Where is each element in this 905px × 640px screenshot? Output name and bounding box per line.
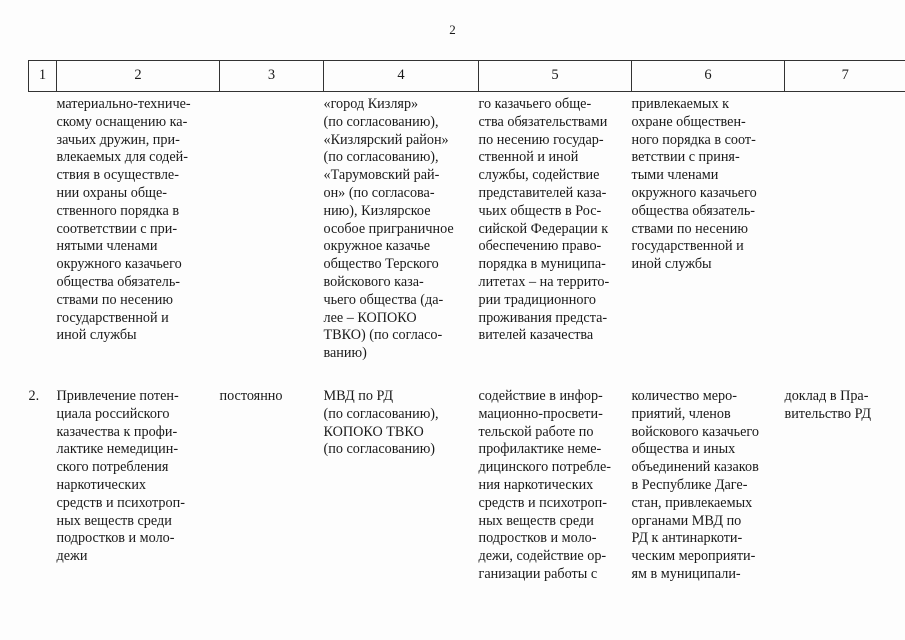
column-header-7: 7 [785, 61, 905, 92]
expected-result: содействие в инфор- мационно-просвети- тельской работе по профилактике неме- дицинского потребле- ния наркотических средств и психотроп- ных веществ среди подростков и моло- дежи, содействие ор- ганизации работы с [478, 388, 611, 582]
plan-table [28, 60, 905, 584]
event-term: постоянно [219, 388, 283, 404]
event-description: материально-техниче- скому оснащению ка- зачьих дружин, при- влекаемых для содей- ствия в осуществле- нии охраны обще- ственного порядка в соответствии с при- нятыми членами окружного казачьего общества обязатель- ствами по несению государственной и иной службы [56, 96, 191, 344]
performance-indicator: количество меро- приятий, членов войскового казачьего общества и иных объединений казаков в Республике Даге- стан, привлекаемых органами МВД по РД к антинаркоти- ческим мероприяти- ям в муниципали- [631, 388, 759, 582]
table-row [29, 388, 905, 584]
column-header-5: 5 [479, 61, 632, 92]
column-header-3: 3 [220, 61, 324, 92]
row-number [29, 92, 57, 389]
column-header-4: 4 [324, 61, 479, 92]
column-header-6: 6 [632, 61, 785, 92]
row-number: 2. [28, 388, 40, 404]
event-term [220, 92, 324, 389]
report-form: доклад в Пра- вительство РД [784, 388, 872, 422]
page-number: 2 [449, 22, 456, 37]
event-executors: МВД по РД (по согласованию), КОПОКО ТВКО (по согласованию) [323, 388, 439, 458]
column-header-1: 1 [29, 61, 57, 92]
performance-indicator: привлекаемых к охране обществен- ного порядка в соот- ветствии с приня- тыми членами окружного казачьего общества обязатель- ствами по несению государственной и иной службы [631, 96, 757, 273]
column-header-2: 2 [57, 61, 220, 92]
report-form [785, 92, 905, 389]
table-header-row [29, 61, 905, 92]
event-executors: «город Кизляр» (по согласованию), «Кизлярский район» (по согласованию), «Тарумовский рай- он» (по согласова- нию), Кизлярское особое пригpаничное окружное казачье общество Терского войскового каза- чьего общества (да- лее – КОПОКО ТВКО) (по согласо- ванию) [323, 96, 454, 362]
table-row [29, 92, 905, 389]
event-description: Привлечение потен- циала российского казачества к профи- лактике немедицин- ского потребления наркотических средств и психотроп- ных веществ среди подростков и моло- дежи [56, 388, 185, 565]
expected-result: го казачьего обще- ства обязательствами по несению государ- ственной и иной службы, содействие представителей каза- чьих обществ в Рос- сийской Федерации к обеспечению право- порядка в муниципа- литетах – на террито- рии традиционного проживания предста- вителей казачества [478, 96, 610, 344]
